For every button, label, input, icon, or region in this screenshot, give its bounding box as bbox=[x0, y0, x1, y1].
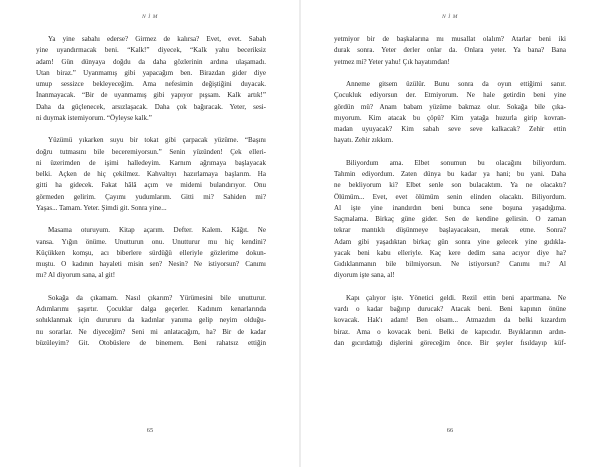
text-line: mıyorum. Kim atacak bu çöpü? Kim yatağa huzurla girip kovran- bbox=[334, 113, 566, 122]
text-line: yetmiyor bir de başkalarına mı musallat olalım? Atarlar beni iki bbox=[334, 35, 566, 43]
text-line: vardı o kadar bağırıp durucak? Atacak beni. Beni kapının önüne bbox=[334, 305, 566, 313]
text-line: Kapı çalıyor işte. Yönetici geldi. Rezil ettin beni apartmana. Ne bbox=[346, 293, 566, 302]
text-line: Anneme gitsem üzülür. Bunu sonra da oyun ettiğimi sanır. bbox=[346, 80, 566, 88]
text-line: nu sorarlar. Ne diyeceğim? Seni mi anlatacağım, ha? Bir de kadar bbox=[36, 327, 266, 336]
paragraph-gap bbox=[334, 147, 566, 158]
text-line: yacak beni kabu elleriyle. Kaç kere dedim sana acıyor diye ha? bbox=[334, 248, 566, 257]
text-line: sohıklanmak için durururu da kadınlar yanıma gelip neyim olduğu- bbox=[36, 316, 266, 325]
text-line: Sokağa da çıkamam. Nasıl çıkarım? Yürümesini bile unutturur. bbox=[48, 293, 266, 302]
text-line: büzüleyim? Git. Otobüslere de binemem. Beni rahatsız ettiğin bbox=[36, 338, 266, 347]
paragraph-gap bbox=[334, 68, 566, 79]
text-line: ni duymak istemiyorum. “Öyleyse kalk.” bbox=[36, 113, 152, 122]
text-line: hayatı. Zehir zıkkım. bbox=[334, 136, 394, 145]
text-line: Saçmalama. Birkaç güne gider. Sen de kendine gelirsin. O zaman bbox=[334, 215, 566, 223]
text-line: madan uyuyacak? Kim sabah seve seve kalkacak? Zehir ettin bbox=[334, 125, 566, 133]
text-line: kovacak. Hak'ı adam! Ben olsam... Atmazdım da belki kızardım bbox=[334, 316, 566, 325]
text-line: Gıdıklanmanın bile bilmiyorsun. Ne istiyorsun? Canımı mı? Al bbox=[334, 260, 566, 268]
text-line: yine uyandırmacak beni. “Kalk!” diyecek, “Kalk yahu beceriksiz bbox=[36, 46, 266, 55]
text-line: Ölümüm... Evet, evet ölümüm senin elinden olacaktı. Biliyordum. bbox=[334, 192, 566, 201]
right-page bbox=[300, 0, 600, 467]
text-line: Adam gibi yaşadıktan birkaç gün sonra yine gelecek yine gıdıkla- bbox=[334, 237, 566, 246]
text-line: muştu. O kadının hayaleti misin sen? Nesin? Ne istiyorsun? Canımı bbox=[36, 260, 266, 268]
text-line: Küçükken komşu, acı biberlere sürdüğü elleriyle gözlerime dokun- bbox=[36, 248, 266, 257]
text-line: Al işte yine inandırdın beni bunca sene boşuna yaşadığıma. bbox=[334, 203, 566, 212]
text-line: Ya yine sabahı ederse? Girmez de kalırsa? Evet, evet. Sabah bbox=[48, 35, 266, 43]
text-line: mı? Al diyorum sana, al git! bbox=[36, 271, 116, 280]
text-line: adam! Gün dünyaya doğdu da daha gözlerinin ardına ulaşamadı. bbox=[36, 57, 266, 66]
paragraph-gap bbox=[36, 214, 266, 225]
text-line: İnanmayacak. “Bir de uyanmamış gibi yapıyor pışsam. Kalk artık!” bbox=[36, 91, 266, 100]
text-line: gördün mü? Anam babam yüzüme bakmaz olur. Sokağa bile çıka- bbox=[334, 102, 566, 111]
text-line: Çocukluk ediyorsun der. Etmiyorum. Ne hale getirdin beni yine bbox=[334, 91, 566, 100]
text-line: dan gıcırdattığı dişlerini göreceğim önce. Bir şeyler fısıldayıp küf- bbox=[334, 338, 566, 347]
text-line: Utan biraz.” Uyanmamış gibi yapacağım ben. Birazdan gider diye bbox=[36, 68, 266, 77]
text-line: görmeden gelirim. Çayımı yudumlarım. Gitti mi? Sahiden mi? bbox=[36, 192, 266, 201]
text-line: diyorum işte sana, al! bbox=[334, 271, 395, 280]
text-line: Adımlarımı şaşırtır. Çocuklar dalga geçerler. Kadınım kenarlarında bbox=[36, 305, 266, 313]
text-line: ni üzerimden de işimi halledeyim. Karnım ağrımaya başlayacak bbox=[36, 158, 266, 167]
text-line: Yaşas... Tamam. Yeter. Şimdi git. Sonra yine... bbox=[36, 203, 167, 212]
text-line: umup sessizce bekleyeceğim. Ama nefesimin değiştiğini duyacak. bbox=[36, 80, 266, 88]
text-line: tekrar mantıklı düşünmeye başlayacaksın, merak etme. Sonra? bbox=[334, 226, 566, 235]
text-line: Daha da güçlenecek, arsızlaşacak. Daha çok bağıracak. Yeter, sesi- bbox=[36, 102, 266, 111]
text-line: Tahmin ediyordum. Zaten dünya bu kadar ya hani; bu yani. Daha bbox=[334, 170, 566, 178]
text-line: doğru tutmasını bile beceremiyorsun.” Senin yüzünden! Çek elleri- bbox=[36, 147, 266, 156]
running-header-right: N İ M bbox=[441, 14, 459, 20]
text-line: vansa. Yığın önüme. Unutturun onu. Unutturur mu hiç kendini? bbox=[36, 237, 266, 246]
text-line: Biliyordum ama. Elbet sonumun bu olacağını biliyordum. bbox=[346, 158, 566, 167]
paragraph-gap bbox=[334, 282, 566, 293]
page-number-right: 66 bbox=[446, 427, 454, 434]
running-header-left: N İ M bbox=[141, 14, 159, 20]
page-number-left: 65 bbox=[146, 427, 154, 434]
text-line: belki. Açken de hiç çekilmez. Kahvaltıyı hazırlamaya başlarım. Ha bbox=[36, 170, 266, 178]
text-line: biraz. Ama o kovacak beni. Belki de kapıcıdır. Bıyıklarının ardın- bbox=[334, 327, 566, 336]
text-line: durak sonra. Yeter derler onlar da. Onlara yeter. Ya bana? Bana bbox=[334, 46, 566, 55]
text-line: gitti ha gidecek. Fakat hâlâ açım ve midemi bulandırıyor. Onu bbox=[36, 181, 266, 190]
text-line: Masama oturuyum. Kitap açarım. Defter. Kalem. Kâğıt. Ne bbox=[48, 226, 266, 235]
left-page-body bbox=[36, 34, 266, 349]
text-line: Yüzümü yıkarken suyu bir tokat gibi çarpacak yüzüme. “Başını bbox=[48, 136, 266, 145]
right-page-body bbox=[334, 34, 566, 349]
text-line: yetmez mi? Yeter yahu! Çık hayatımdan! bbox=[334, 57, 450, 66]
text-line: ne bekliyorum ki? Elbet senle son bulacaktım. Ya ne olacaktı? bbox=[334, 181, 566, 190]
paragraph-gap bbox=[36, 282, 266, 293]
paragraph-gap bbox=[36, 124, 266, 135]
